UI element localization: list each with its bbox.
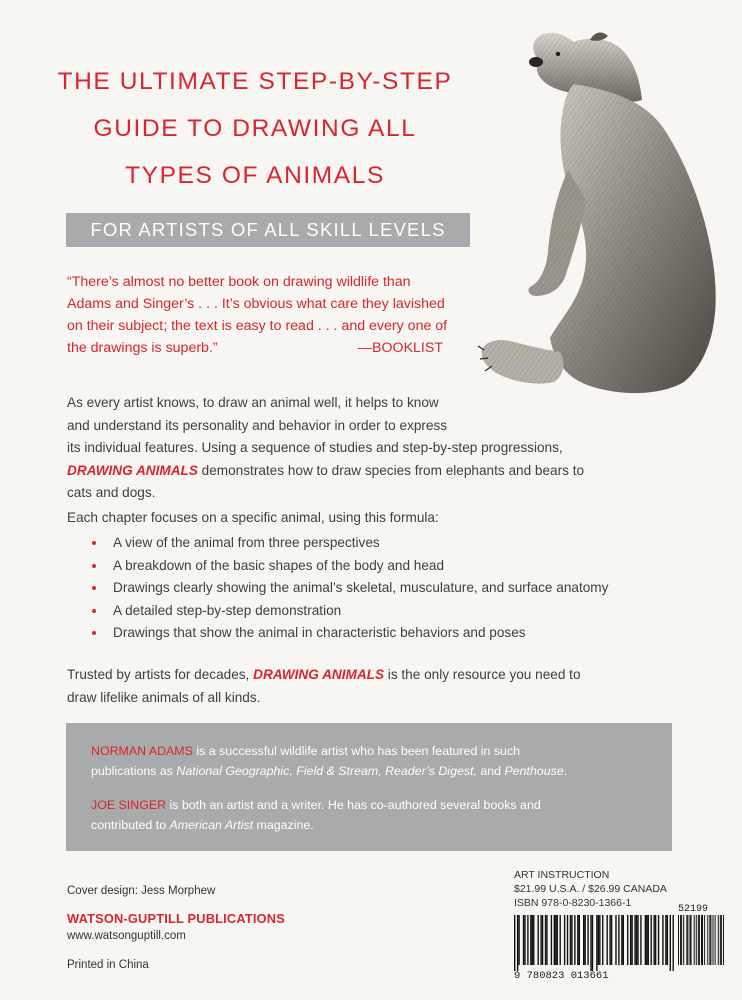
price-code-digits: 52199 — [678, 904, 709, 915]
barcode-bar — [655, 915, 656, 965]
trusted-paragraph — [67, 664, 627, 709]
barcode-bar — [630, 915, 631, 965]
list-item: A detailed step-by-step demonstration — [90, 600, 610, 623]
barcode-bar — [681, 915, 682, 965]
chapter-intro-text: Each chapter focuses on a specific animal, using this formula: — [67, 510, 439, 525]
barcode-bar — [648, 915, 649, 965]
barcode-bar — [551, 915, 552, 965]
barcode-bar — [709, 915, 710, 965]
barcode-bar — [555, 915, 556, 965]
barcode-bar — [533, 915, 534, 965]
barcode-bar — [611, 915, 612, 965]
barcode-bar — [584, 915, 585, 965]
adams-bio — [91, 741, 661, 781]
barcode-bar — [696, 915, 697, 965]
intro-paragraph — [67, 392, 627, 505]
cover-design-credit: Cover design: Jess Morphew — [67, 885, 216, 897]
adams-publications: National Geographic, Field & Stream, Reader’s Digest, — [176, 764, 477, 778]
barcode-bar — [602, 915, 603, 965]
barcode-bar — [518, 915, 519, 965]
singer-bio-text-3: magazine. — [253, 818, 314, 832]
author-name-singer: JOE SINGER — [91, 798, 167, 812]
quote-source: —BOOKLIST — [357, 340, 443, 356]
skill-level-band: FOR ARTISTS OF ALL SKILL LEVELS — [66, 213, 470, 247]
trusted-before: Trusted by artists for decades, — [67, 667, 254, 682]
intro-line-2: and understand its personality and behavior in order to express — [67, 417, 448, 433]
singer-bio-line-2 — [91, 815, 661, 835]
headline — [40, 58, 470, 199]
quote-line-4: the drawings is superb.” — [67, 340, 218, 356]
barcode-bar — [640, 915, 641, 965]
barcode-bar — [707, 915, 708, 965]
barcode-bar — [530, 915, 531, 965]
barcode-digits: 9 780823 013661 — [514, 970, 609, 982]
quote-line-2: Adams and Singer’s . . . It’s obvious what care they lavished — [67, 296, 445, 312]
price-label: $21.99 U.S.A. / $26.99 CANADA — [514, 883, 667, 895]
adams-bio-text-2: publications as — [91, 764, 177, 778]
chapter-intro — [67, 507, 627, 530]
adams-publication-last: Penthouse — [504, 764, 564, 778]
barcode-bar — [618, 915, 619, 965]
book-title: DRAWING ANIMALS — [253, 667, 385, 682]
barcode-bar — [571, 915, 572, 965]
barcode-bar — [701, 915, 702, 965]
barcode-bar — [524, 915, 525, 965]
barcode-bar — [567, 915, 568, 965]
barcode-bar — [721, 915, 722, 965]
barcode-bar — [678, 915, 679, 965]
barcode-bar — [720, 915, 721, 965]
isbn-barcode — [514, 915, 674, 971]
barcode-bar — [592, 915, 593, 971]
barcode-bar — [713, 915, 714, 965]
barcode-bar — [590, 915, 591, 971]
trusted-line-1 — [67, 664, 627, 687]
intro-line-3: its individual features. Using a sequence of studies and step-by-step progressions, — [67, 440, 563, 455]
barcode-bar — [514, 915, 515, 971]
barcode-bar — [694, 915, 695, 965]
barcode-bar — [527, 915, 528, 965]
barcode-bar — [540, 915, 541, 965]
publisher-name: WATSON-GUPTILL PUBLICATIONS — [67, 911, 285, 926]
category-label: ART INSTRUCTION — [514, 869, 610, 881]
barcode-bar — [598, 915, 599, 965]
barcode-bar — [691, 915, 692, 965]
barcode-bar — [557, 915, 558, 965]
bear-illustration — [470, 20, 732, 400]
barcode-bar — [683, 915, 684, 965]
intro-line-5: cats and dogs. — [67, 485, 156, 500]
adams-bio-line-1 — [91, 741, 661, 761]
barcode-bar — [583, 915, 584, 965]
quote-line-3: on their subject; the text is easy to read . . . and every one of — [67, 318, 448, 334]
barcode-bar — [609, 915, 610, 965]
barcode-bar — [517, 915, 518, 971]
barcode-bar — [686, 915, 687, 965]
barcode-bar — [587, 915, 588, 965]
barcode-bar — [574, 915, 575, 965]
intro-line-4 — [67, 460, 627, 483]
list-item: A view of the animal from three perspectives — [90, 532, 610, 555]
publisher-website: www.watsonguptill.com — [67, 930, 186, 942]
barcode-bar — [606, 915, 607, 965]
book-title: DRAWING ANIMALS — [67, 462, 198, 478]
barcode-bar — [699, 915, 700, 965]
barcode-bar — [570, 915, 571, 965]
singer-bio — [91, 795, 661, 835]
barcode-bar — [710, 915, 711, 965]
barcode-bar — [646, 915, 647, 965]
barcode-bar — [704, 915, 705, 965]
barcode-bar — [687, 915, 688, 965]
headline-line-1: THE ULTIMATE STEP-BY-STEP — [57, 68, 453, 95]
barcode-bar — [667, 915, 668, 965]
headline-line-2: GUIDE TO DRAWING ALL — [93, 115, 417, 142]
barcode-bar — [658, 915, 659, 965]
barcode-bar — [564, 915, 565, 965]
barcode-bar — [673, 915, 674, 971]
barcode-bar — [560, 915, 561, 965]
adams-bio-line-2 — [91, 761, 661, 781]
barcode-bar — [680, 915, 681, 965]
adams-and: and — [476, 764, 505, 778]
author-bio-box — [66, 723, 672, 851]
barcode-bar — [665, 915, 666, 965]
list-item: A breakdown of the basic shapes of the body and head — [90, 555, 610, 578]
adams-end: . — [563, 764, 568, 778]
barcode-bar — [698, 915, 699, 965]
singer-bio-line-1 — [91, 795, 661, 815]
barcode-bar — [596, 915, 597, 971]
barcode-bar — [715, 915, 716, 965]
barcode-bar — [723, 915, 724, 965]
barcode-bar — [545, 915, 546, 965]
barcode-bar — [537, 915, 538, 965]
barcode-bar — [670, 915, 671, 971]
adams-bio-text-1: is a successful wildlife artist who has been featured in such — [192, 744, 521, 758]
review-quote — [67, 271, 487, 359]
trusted-line-2: draw lifelike animals of all kinds. — [67, 689, 261, 705]
printed-in: Printed in China — [67, 959, 149, 971]
list-item: Drawings clearly showing the animal’s skeletal, musculature, and surface anatomy — [90, 577, 610, 600]
barcode-bar — [627, 915, 628, 965]
barcode-block — [514, 868, 724, 983]
barcode-bar — [615, 915, 616, 965]
isbn-label: ISBN 978-0-8230-1366-1 — [514, 897, 632, 909]
barcode-bar — [718, 915, 719, 965]
barcode-bar — [631, 915, 632, 965]
singer-bio-text-1: is both an artist and a writer. He has co-authored several books and — [166, 798, 541, 812]
barcode-bar — [532, 915, 533, 965]
barcode-bar — [542, 915, 543, 965]
list-item: Drawings that show the animal in characteristic behaviors and poses — [90, 622, 610, 645]
quote-line-1: “There’s almost no better book on drawing wildlife than — [67, 274, 411, 290]
barcode-bar — [623, 915, 624, 965]
intro-line-1: As every artist knows, to draw an animal well, it helps to know — [67, 395, 439, 410]
barcode-bar — [637, 915, 638, 965]
barcode-bar — [523, 915, 524, 965]
barcode-bar — [634, 915, 635, 965]
barcode-bar — [621, 915, 622, 965]
barcode-bar — [636, 915, 637, 965]
feature-list — [90, 532, 610, 645]
trusted-after: is the only resource you need to — [384, 667, 581, 682]
singer-magazine: American Artist — [169, 818, 254, 832]
barcode-bar — [702, 915, 703, 965]
singer-bio-text-2: contributed to — [91, 818, 170, 832]
barcode-bar — [554, 915, 555, 965]
barcode-bar — [645, 915, 646, 965]
barcode-bar — [579, 915, 580, 965]
barcode-bar — [577, 915, 578, 965]
author-name-adams: NORMAN ADAMS — [91, 744, 193, 758]
barcode-bar — [653, 915, 654, 965]
barcode-bar — [662, 915, 663, 965]
barcode-bar — [599, 915, 600, 965]
intro-line-4-rest: demonstrates how to draw species from elephants and bears to — [197, 462, 585, 478]
barcode-bar — [651, 915, 652, 965]
barcode-bar — [690, 915, 691, 965]
barcode-bar — [546, 915, 547, 965]
price-barcode — [678, 915, 724, 971]
headline-line-3: TYPES OF ANIMALS — [125, 162, 385, 189]
